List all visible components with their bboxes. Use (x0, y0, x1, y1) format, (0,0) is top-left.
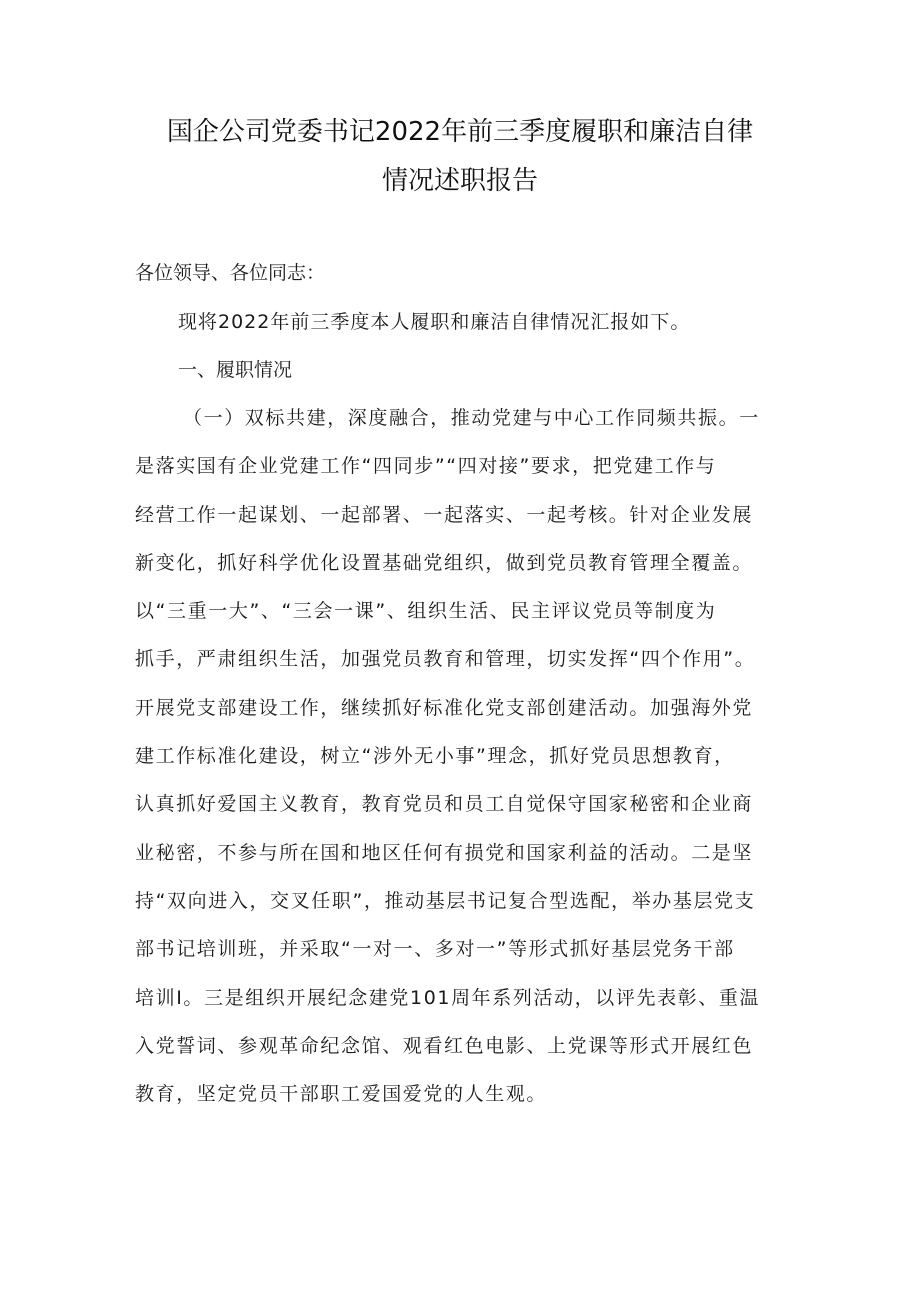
paragraph-line: 抓手，严肃组织生活，加强党员教育和管理，切实发挥“四个作用”。 (135, 648, 756, 671)
section-heading: 一、履职情况 (178, 359, 293, 381)
paragraph-line: 培训I。三是组织开展纪念建党101周年系列活动，以评先表彰、重温 (135, 986, 761, 1009)
document-title-line-2: 情况述职报告 (381, 166, 538, 196)
paragraph-line: 部书记培训班，并采取“一对一、多对一”等形式抓好基层党务干部 (135, 938, 735, 961)
paragraph-line: 教育，坚定党员干部职工爱国爱党的人生观。 (135, 1083, 548, 1106)
paragraph-line: 业秘密，不参与所在国和地区任何有损党和国家利益的活动。二是坚 (135, 841, 754, 864)
paragraph-line: 以“三重一大”、“三会一课”、组织生活、民主评议党员等制度为 (135, 600, 717, 623)
paragraph-line: （一）双标共建，深度融合，推动党建与中心工作同频共振。一 (183, 407, 760, 429)
paragraph-line: 开展党支部建设工作，继续抓好标准化党支部创建活动。加强海外党 (135, 696, 754, 719)
intro-paragraph: 现将2022年前三季度本人履职和廉洁自律情况汇报如下。 (178, 311, 691, 333)
paragraph-line: 认真抓好爱国主义教育，教育党员和员工自觉保守国家秘密和企业商 (135, 793, 754, 816)
body-paragraph (135, 403, 795, 1127)
paragraph-line: 经营工作一起谋划、一起部署、一起落实、一起考核。针对企业发展 (135, 503, 754, 526)
paragraph-line: 新变化，抓好科学优化设置基础党组织，做到党员教育管理全覆盖。 (135, 551, 754, 574)
salutation: 各位领导、各位同志： (135, 262, 326, 284)
document-title-line-1: 国企公司党委书记2022年前三季度履职和廉洁自律 (166, 117, 754, 147)
paragraph-line: 建工作标准化建设，树立“涉外无小事”理念，抓好党员思想教育， (135, 745, 735, 768)
paragraph-line: 是落实国有企业党建工作“四同步”“四对接”要求，把党建工作与 (135, 455, 717, 478)
paragraph-line: 持“双向进入，交叉任职”，推动基层书记复合型选配，举办基层党支 (135, 889, 756, 912)
paragraph-line: 入党誓词、参观革命纪念馆、观看红色电影、上党课等形式开展红色 (135, 1034, 754, 1057)
